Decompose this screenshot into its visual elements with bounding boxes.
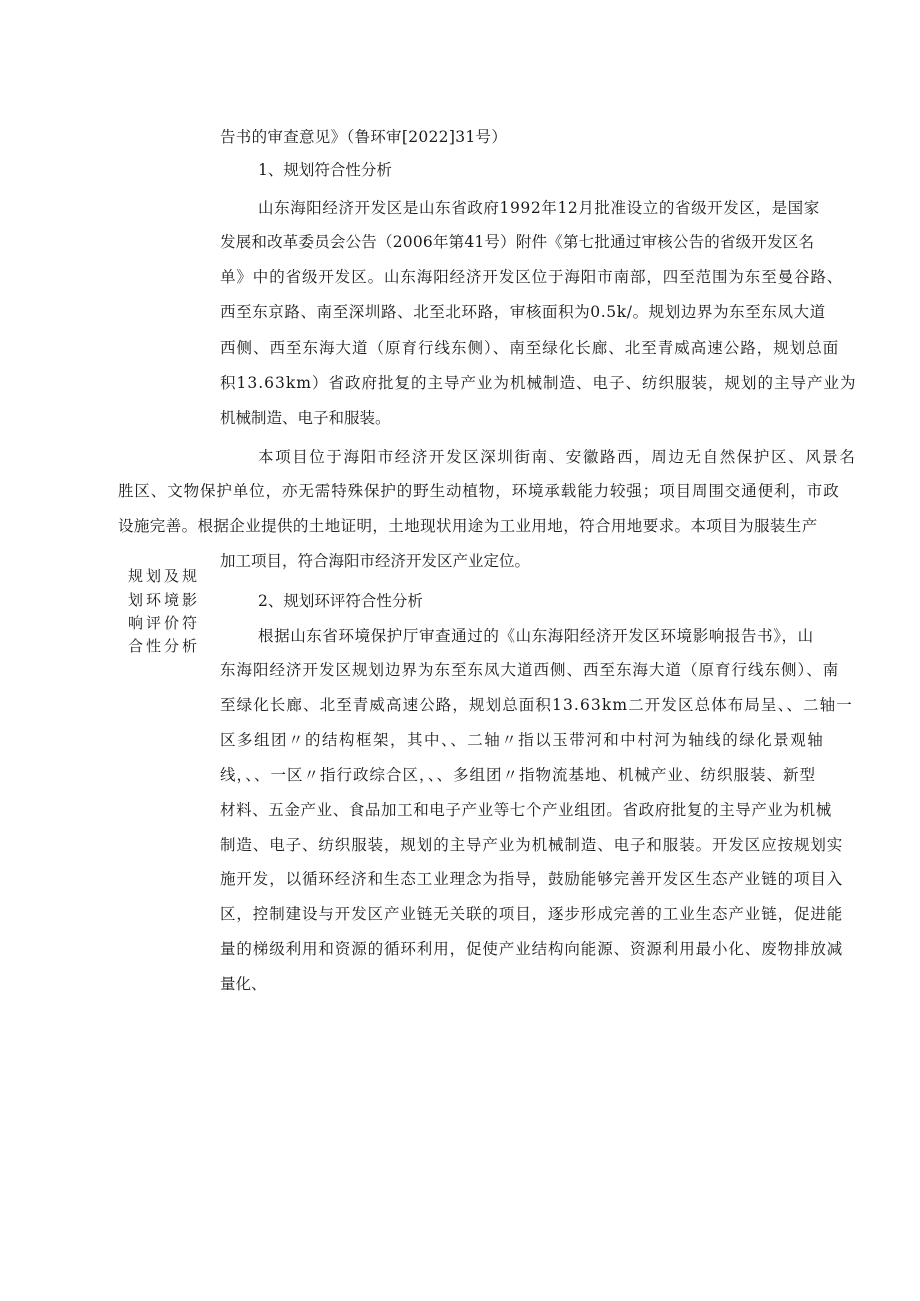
text-line: 材料、五金产业、食品加工和电子产业等七个产业组团。省政府批复的主导产业为机械	[220, 801, 832, 819]
text-line: 发展和改革委员会公告（2006年第41号）附件《第七批通过审核公告的省级开发区名	[220, 233, 815, 251]
text-line: 加工项目，符合海阳市经济开发区产业定位。	[220, 552, 531, 570]
text-line: 区，控制建设与开发区产业链无关联的项目，逐步形成完善的工业生态产业链，促进能	[220, 905, 844, 923]
text-line: 东海阳经济开发区规划边界为东至东凤大道西侧、西至东海大道（原育行线东侧）、南	[220, 661, 840, 679]
section-label-line-1: 规划及规	[128, 567, 201, 585]
section-label-line-2: 划环境影	[128, 591, 201, 609]
text-line: 量化、	[220, 975, 267, 993]
text-line: 区多组团〃的结构框架，其中、、二轴〃指以玉带河和中村河为轴线的绿化景观轴	[220, 731, 825, 749]
text-line: 根据山东省环境保护厅审查通过的《山东海阳经济开发区环境影响报告书》，山	[258, 627, 814, 645]
text-line: 告书的审查意见》（鲁环审[2022]31号）	[220, 128, 508, 146]
text-line: 施开发，以循环经济和生态工业理念为指导，鼓励能够完善开发区生态产业链的项目入	[220, 870, 844, 888]
text-line: 西至东京路、南至深圳路、北至北环路，审核面积为0.5k/。规划边界为东至东凤大道	[220, 303, 826, 321]
text-line: 本项目位于海阳市经济开发区深圳街南、安徽路西，周边无自然保护区、风景名	[258, 448, 857, 466]
text-line: 山东海阳经济开发区是山东省政府1992年12月批准设立的省级开发区，是国家	[258, 199, 820, 217]
section-label-line-4: 合性分析	[128, 637, 201, 655]
text-line: 积13.63km）省政府批复的主导产业为机械制造、电子、纺织服装，规划的主导产业为	[220, 374, 857, 392]
text-line: 线，、、一区〃指行政综合区，、、多组团〃指物流基地、机械产业、纺织服装、新型	[220, 766, 817, 784]
text-line: 设施完善。根据企业提供的土地证明，土地现状用途为工业用地，符合用地要求。本项目为服装生产	[118, 517, 818, 535]
subheading-planning-eia-compliance: 2、规划环评符合性分析	[258, 592, 423, 610]
text-line: 至绿化长廊、北至青威高速公路，规划总面积13.63km二开发区总体布局呈、、二轴一	[220, 696, 853, 714]
text-line: 机械制造、电子和服装。	[220, 409, 391, 427]
text-line: 单》中的省级开发区。山东海阳经济开发区位于海阳市南部，四至范围为东至曼谷路、	[220, 268, 844, 286]
text-line: 量的梯级利用和资源的循环利用，促使产业结构向能源、资源利用最小化、废物排放减	[220, 940, 844, 958]
text-line: 制造、电子、纺织服装，规划的主导产业为机械制造、电子和服装。开发区应按规划实	[220, 836, 844, 854]
text-line: 胜区、文物保护单位，亦无需特殊保护的野生动植物，环境承载能力较强；项目周围交通便利，市政	[118, 482, 840, 500]
section-label-line-3: 响评价符	[128, 614, 201, 632]
subheading-planning-compliance: 1、规划符合性分析	[258, 161, 392, 179]
text-line: 西侧、西至东海大道（原育行线东侧）、南至绿化长廊、北至青威高速公路，规划总面	[220, 339, 840, 357]
